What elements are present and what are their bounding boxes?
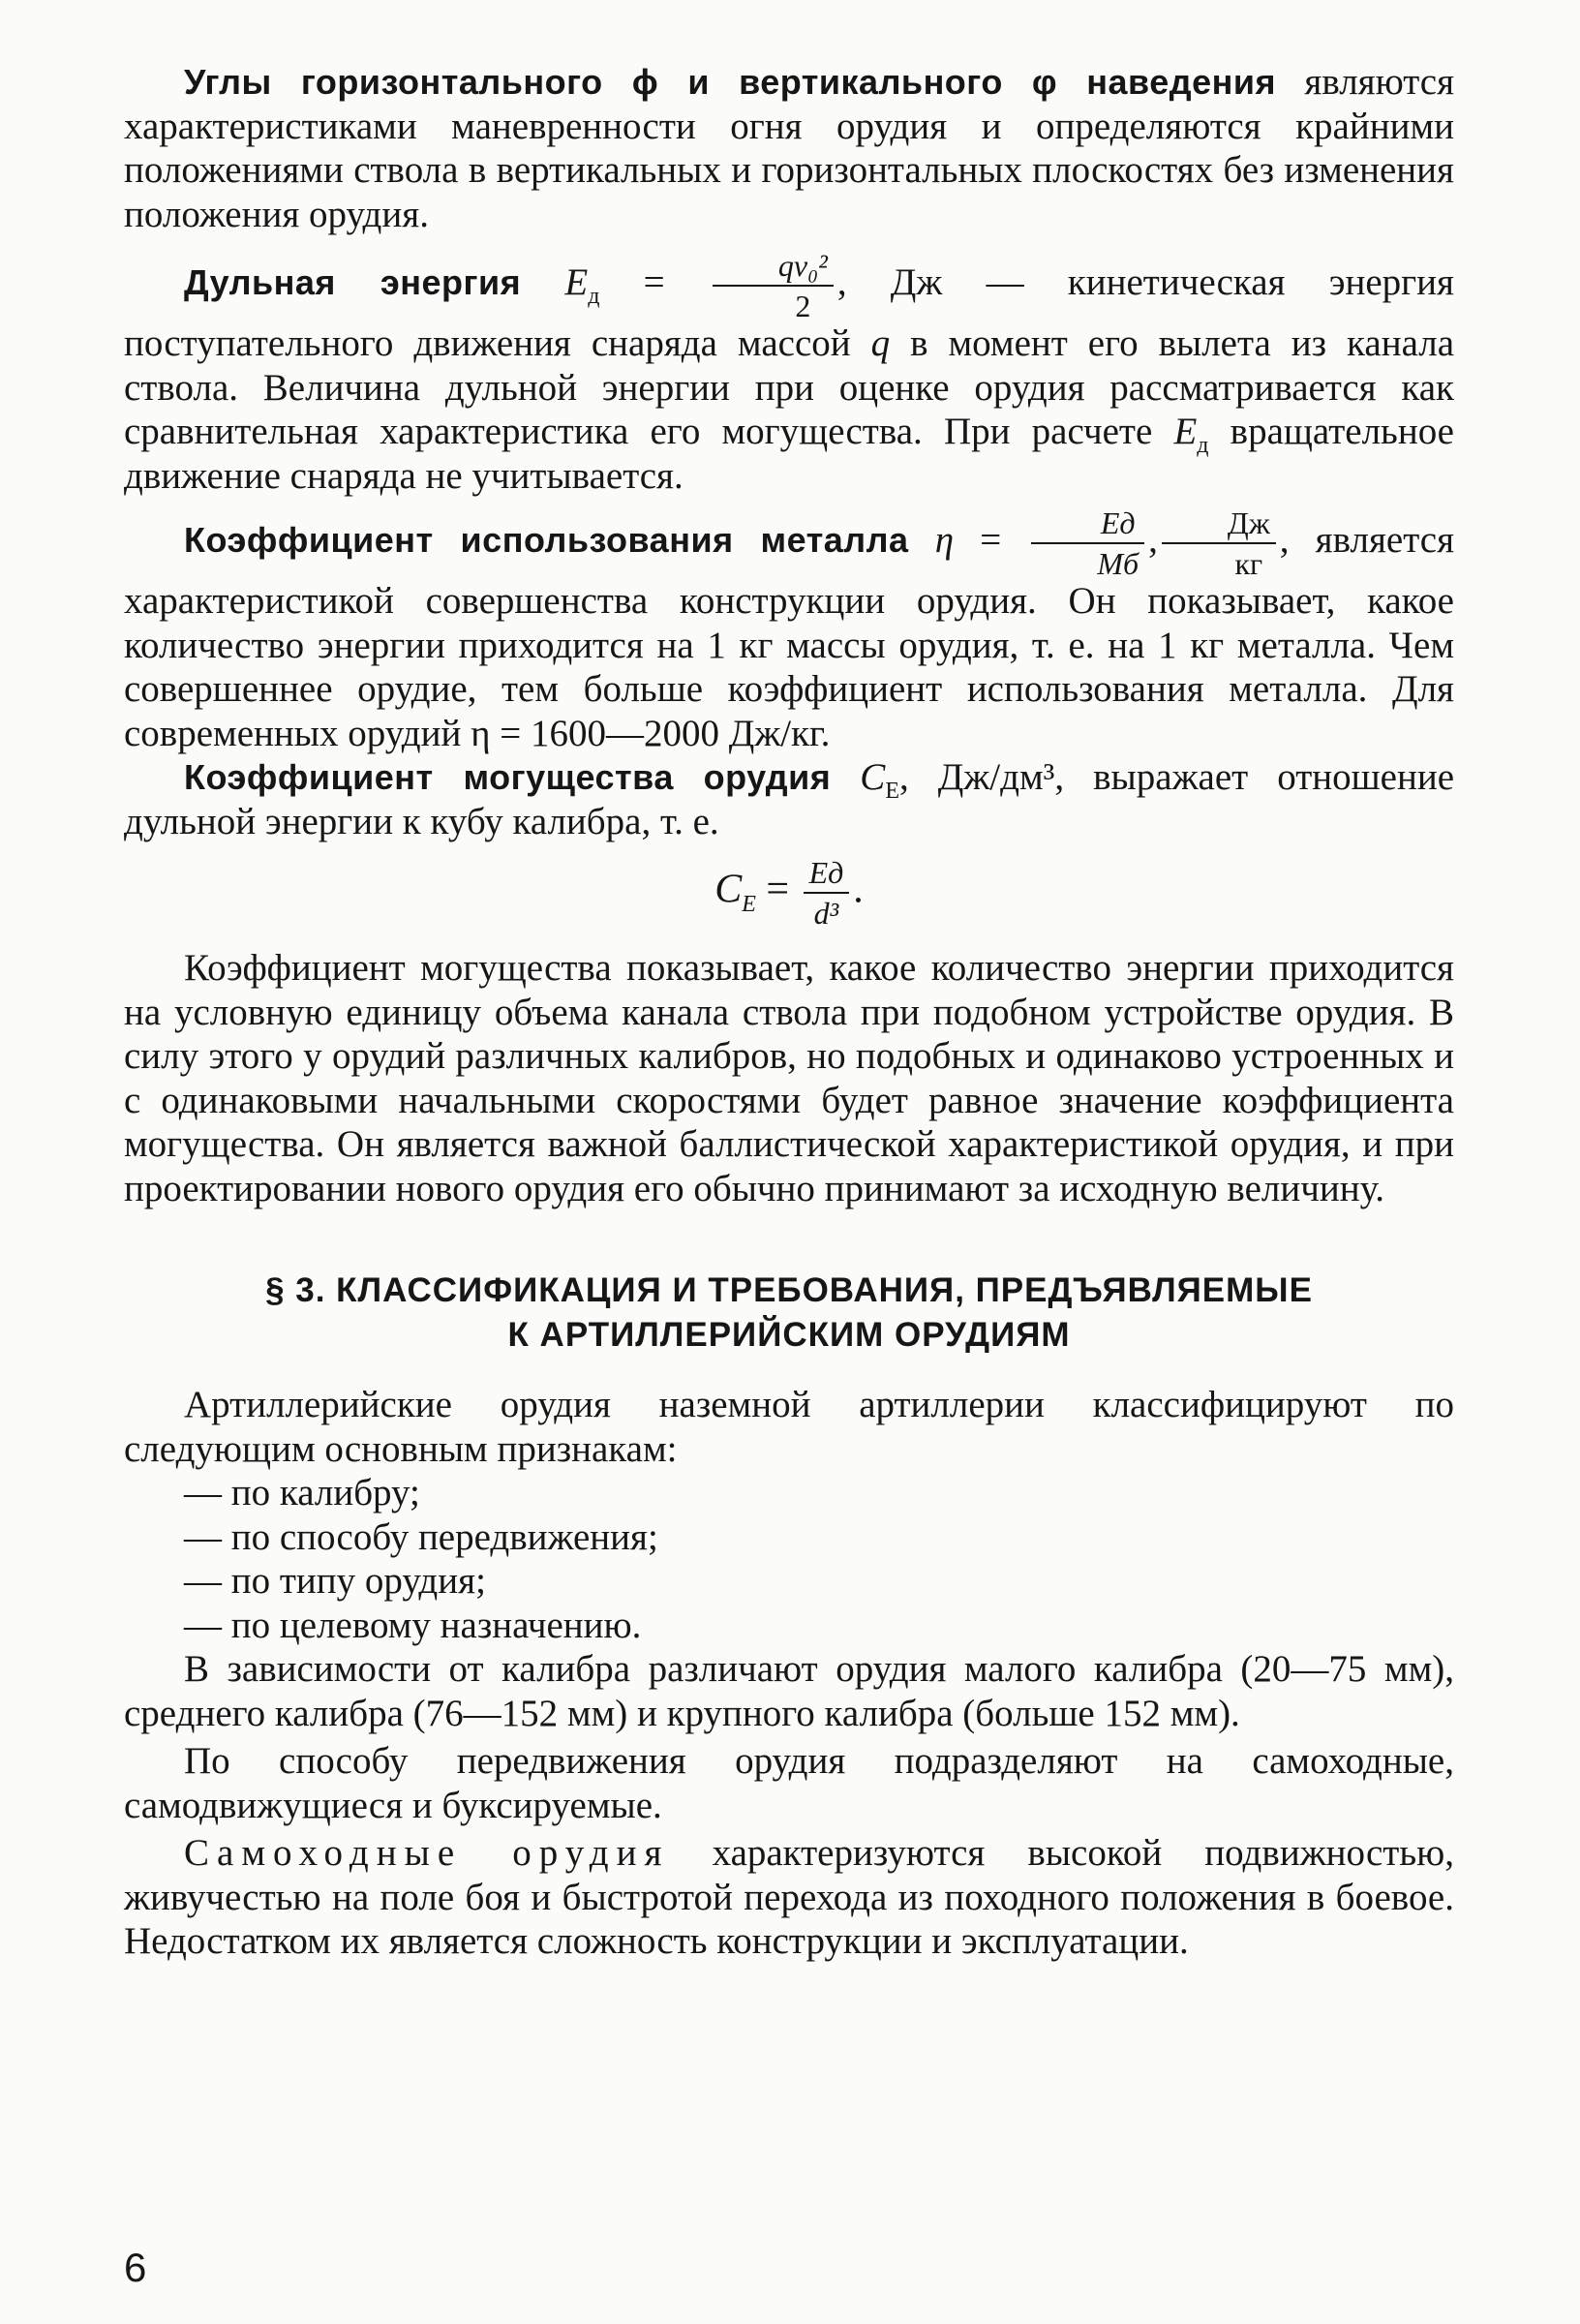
unit-fraction [1162, 507, 1276, 579]
paragraph-angles-text: являются характеристиками маневренности огня орудия и определяются крайними положениями ствола в вертикальных и горизонтальных плоскостях без изменения положения орудия. [124, 61, 1455, 235]
energy-denominator: 2 [795, 289, 811, 323]
list-item: — по способу передвижения; [184, 1515, 658, 1558]
metal-denominator: Mб [1097, 546, 1139, 581]
symbol-c-sub: E [885, 778, 899, 804]
symbol-e-inline: E [1173, 411, 1198, 452]
formula-denominator: d³ [813, 896, 839, 931]
formula-numerator: Eд [804, 857, 850, 894]
equals-sign-2: = [954, 518, 1028, 561]
self-propelled-text: характеризуются высокой подвижностью, живучестью на поле боя и быстротой перехода из походного положения в боевое. Недостатком их является сложность конструкции и эксплуатации. [124, 1832, 1455, 1962]
paragraph-self-propelled [124, 1831, 1454, 1964]
symbol-c: C [860, 756, 886, 798]
equals-sign: = [599, 260, 709, 303]
muzzle-energy-text-1: , Дж — кинетическая энергия поступательного движения снаряда массой [124, 260, 1454, 364]
paragraph-classification-intro: Артиллерийские орудия наземной артиллерии классифицируют по следующим основным признакам: [124, 1384, 1454, 1470]
unit-denominator: кг [1234, 546, 1263, 581]
paragraph-power-coefficient [124, 755, 1454, 843]
muzzle-energy-text-2: в момент его вылета из канала ствола. Величина дульной энергии при оценке орудия рассматривается как сравнительная характеристика его могущества. При расчете [124, 322, 1455, 452]
formula-equals: = [755, 867, 800, 912]
section-heading-line-1: § 3. КЛАССИФИКАЦИЯ И ТРЕБОВАНИЯ, ПРЕДЪЯВЛЯЕМЫЕ [265, 1271, 1313, 1309]
power-formula [124, 857, 1454, 929]
term-angles: Углы горизонтального ϕ и вертикального φ наведения [184, 62, 1276, 102]
symbol-e-sub: д [588, 283, 600, 309]
paragraph-calibers: В зависимости от калибра различают орудия малого калибра (20—75 мм), среднего калибра (76—152 мм) и крупного калибра (больше 152 мм). [124, 1648, 1454, 1734]
section-heading-line-2: К АРТИЛЛЕРИЙСКИМ ОРУДИЯМ [507, 1316, 1071, 1354]
paragraph-movement: По способу передвижения орудия подразделяют на самоходные, самодвижущиеся и буксируемые. [124, 1740, 1454, 1826]
metal-numerator: Eд [1031, 507, 1144, 544]
term-metal-coefficient: Коэффициент использования металла [184, 519, 909, 560]
energy-numerator: qv₀² [713, 250, 834, 287]
list-item: — по целевому назначению. [184, 1604, 642, 1646]
muzzle-energy-text-3: вращательное движение снаряда не учитывается. [124, 411, 1454, 497]
symbol-eta: η [934, 518, 955, 561]
paragraph-angles [124, 60, 1454, 236]
formula-fraction [804, 857, 850, 929]
unit-numerator: Дж [1162, 507, 1276, 544]
list-item: — по типу орудия; [184, 1560, 486, 1602]
symbol-q: q [870, 322, 891, 364]
term-muzzle-energy: Дульная энергия [184, 261, 522, 302]
formula-lhs: C [714, 867, 743, 912]
formula-lhs-sub: E [742, 892, 756, 918]
metal-fraction [1031, 507, 1144, 579]
classification-list [124, 1471, 1454, 1647]
section-heading [124, 1269, 1454, 1358]
metal-coefficient-text: , является характеристикой совершенства конструкции орудия. Он показывает, какое количество энергии приходится на 1 кг массы орудия, т. е. на 1 кг металла. Чем совершеннее орудие, тем больше коэффициент использования металла. Для современных орудий η = 1600—2000 Дж/кг. [124, 518, 1455, 754]
energy-fraction [713, 250, 834, 321]
term-self-propelled: Самоходные орудия [184, 1832, 670, 1874]
list-item: — по калибру; [184, 1472, 420, 1514]
paragraph-muzzle-energy [124, 250, 1454, 498]
symbol-e-inline-sub: д [1197, 432, 1209, 458]
term-power-coefficient: Коэффициент могущества орудия [184, 757, 832, 797]
formula-end: . [853, 867, 864, 912]
page-number: 6 [124, 2245, 147, 2290]
paragraph-power-explanation: Коэффициент могущества показывает, какое количество энергии приходится на условную единицу объема канала ствола при подобном устройстве орудия. В силу этого у орудий различных калибров, но подобных и одинаково устроенных и с одинаковыми начальными скоростями будет равное значение коэффициента могущества. Он является важной баллистической характеристикой орудия, и при проектировании нового орудия его обычно принимают за исходную величину. [124, 947, 1454, 1209]
paragraph-metal-coefficient: Коэффициент использования металла η = $\frac{Eд}{Mб}$ , $\frac{Дж}{кг}$ , является характеристикой совершенства конструкции орудия. Он показывает, какое количество энергии приходится на 1 кг массы орудия, т. е. на 1 кг металла. Чем совершеннее орудие, тем больше коэффициент использования металла. Для современных орудий η = 1600—2000 Дж/кг. [124, 505, 1455, 754]
symbol-e: E [564, 260, 589, 303]
power-coefficient-text: , Дж/дм³, выражает отношение дульной энергии к кубу калибра, т. е. [124, 756, 1454, 842]
